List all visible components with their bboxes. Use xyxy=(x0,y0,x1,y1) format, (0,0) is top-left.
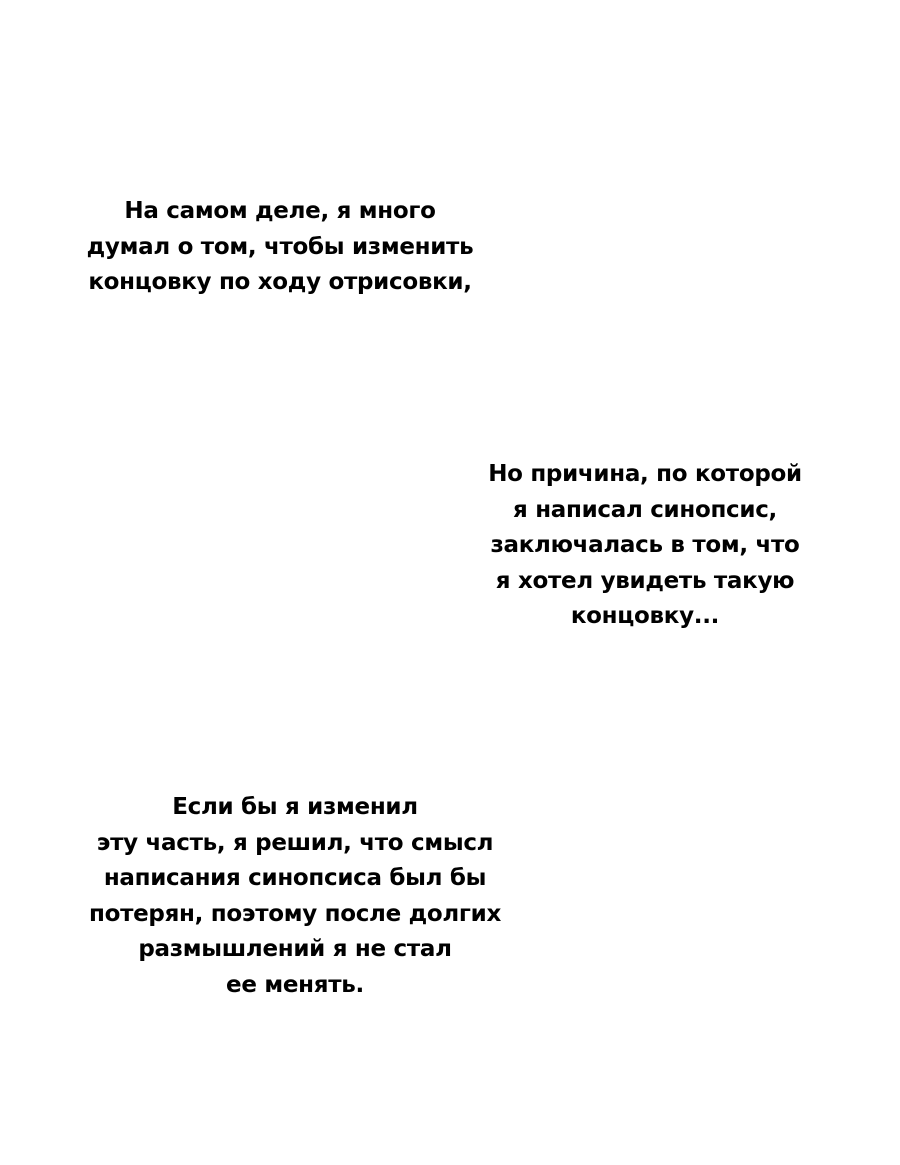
text-line: концовку по ходу отрисовки, xyxy=(88,269,472,295)
text-block-2 xyxy=(455,457,835,635)
text-line: Но причина, по которой xyxy=(488,461,802,487)
text-line: думал о том, чтобы изменить xyxy=(86,233,474,260)
text-line: заключалась в том, что xyxy=(490,532,800,558)
text-line: я хотел увидеть такую xyxy=(495,567,795,594)
text-line: ее менять. xyxy=(226,971,364,998)
text-line: концовку... xyxy=(570,603,720,629)
text-line: Если бы я изменил xyxy=(172,794,418,820)
text-line: потерян, поэтому после долгих xyxy=(88,900,502,927)
text-block-3 xyxy=(70,790,520,1003)
text-line: размышлений я не стал xyxy=(138,936,452,962)
text-line: На самом деле, я много xyxy=(124,198,436,224)
text-block-1 xyxy=(60,194,500,301)
text-line: эту часть, я решил, что смысл xyxy=(96,829,494,856)
text-line: я написал синопсис, xyxy=(513,496,777,523)
text-line: написания синопсиса был бы xyxy=(103,865,487,891)
